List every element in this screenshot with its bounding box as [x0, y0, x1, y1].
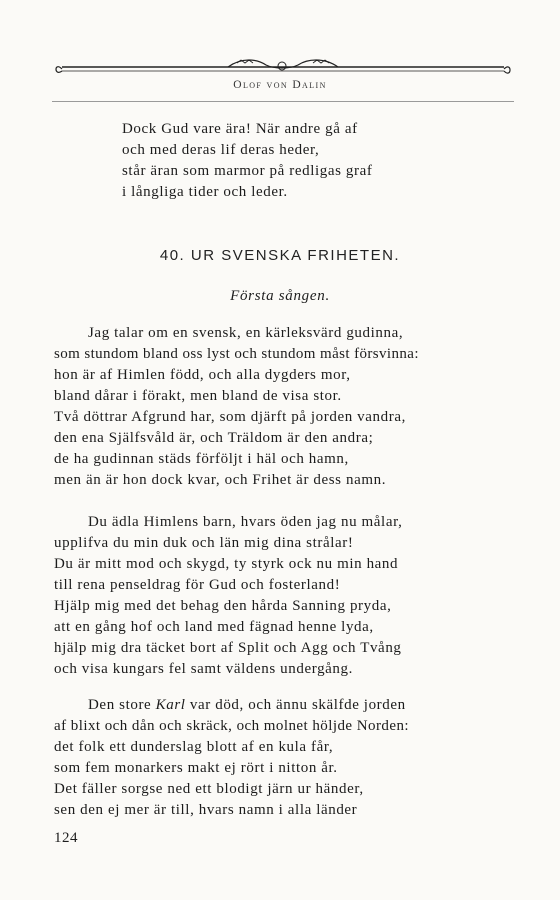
poem-line: bland dårar i förakt, men bland de visa stor.	[54, 388, 342, 404]
poem-line: den ena Själfsvåld är, och Träldom är den andra;	[54, 430, 374, 446]
poem-line: det folk ett dunderslag blott af en kula får,	[54, 739, 334, 755]
poem-line: upplifva du min duk och län mig dina strålar!	[54, 535, 354, 551]
poem-line-start: Den store	[88, 697, 156, 713]
poem-line	[88, 695, 406, 715]
poem-line: af blixt och dån och skräck, och molnet höljde Norden:	[54, 718, 410, 734]
poem-line: men än är hon dock kvar, och Frihet är dess namn.	[54, 472, 387, 488]
poem-line: Två döttrar Afgrund har, som djärft på jorden vandra,	[54, 409, 406, 425]
poem-line: står äran som marmor på redligas graf	[122, 163, 373, 179]
section-title: Första sången.	[230, 288, 330, 304]
running-head-text: Olof von Dalin	[233, 79, 327, 91]
poem-line: hon är af Himlen född, och alla dygders mor,	[54, 367, 351, 383]
poem-line: och visa kungars fel samt väldens undergång.	[54, 661, 353, 677]
poem-line-end: var död, och ännu skälfde jorden	[185, 697, 406, 713]
emphasis-karl: Karl	[155, 697, 186, 713]
poem-title: 40. UR SVENSKA FRIHETEN.	[159, 247, 401, 264]
poem-line: Dock Gud vare ära! När andre gå af	[122, 121, 358, 137]
poem-line: hjälp mig dra täcket bort af Split och Agg och Tvång	[54, 640, 402, 656]
poem-line: i långliga tider och leder.	[122, 184, 288, 200]
poem-line: som fem monarkers makt ej rört i nitton år.	[54, 760, 338, 776]
poem-line: Jag talar om en svensk, en kärleksvärd gudinna,	[88, 325, 404, 341]
poem-line: att en gång hof och land med fägnad henne lyda,	[54, 619, 374, 635]
header-rule	[52, 101, 514, 102]
poem-line: Du är mitt mod och skygd, ty styrk ock nu min hand	[54, 556, 399, 572]
poem-line: Hjälp mig med det behag den hårda Sanning pryda,	[54, 598, 392, 614]
poem-line: som stundom bland oss lyst och stundom måst försvinna:	[54, 346, 419, 362]
running-head	[0, 79, 560, 91]
poem-line: Du ädla Himlens barn, hvars öden jag nu målar,	[88, 514, 403, 530]
poem-line: Det fäller sorgse ned ett blodigt järn ur händer,	[54, 781, 364, 797]
poem-line: och med deras lif deras heder,	[122, 142, 320, 158]
poem-line: de ha gudinnan städs förföljt i häl och hamn,	[54, 451, 349, 467]
poem-line: sen den ej mer är till, hvars namn i alla länder	[54, 802, 358, 818]
poem-line: till rena penseldrag för Gud och fosterland!	[54, 577, 341, 593]
page-number: 124	[54, 830, 78, 846]
